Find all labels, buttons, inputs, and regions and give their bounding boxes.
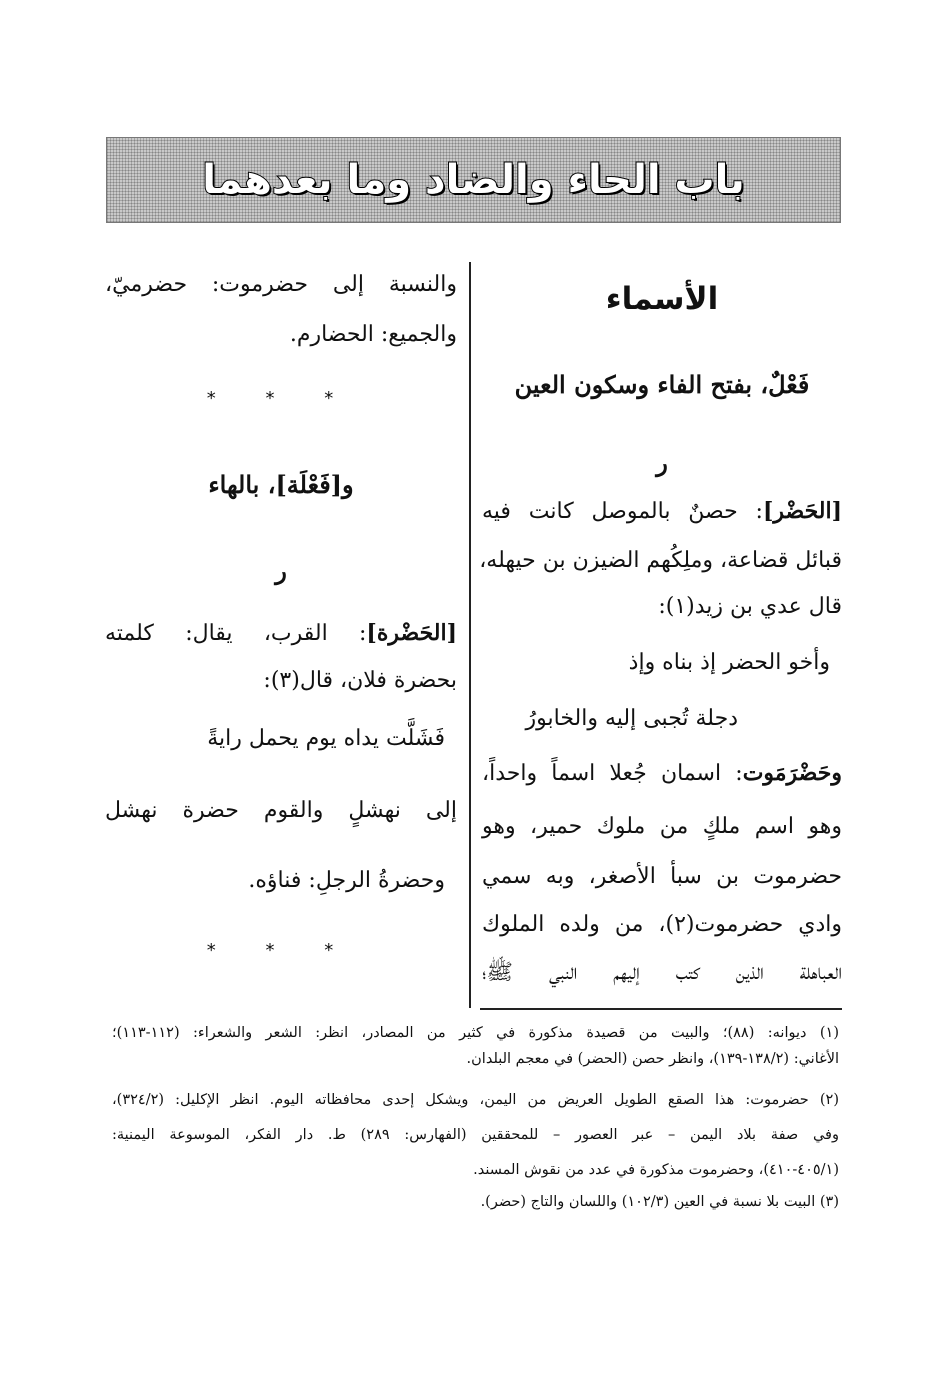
text-line: والنسبة إلى حضرموت: حضرميّ، bbox=[105, 272, 457, 297]
entry-hadr: [الحَضْر]: حصنٌ بالموصل كانت فيه bbox=[482, 498, 842, 524]
entry-headword: [الحَضْر] bbox=[762, 498, 842, 524]
entry-hadramawt: وحَضْرَمَوت: اسمان جُعلا اسماً واحداً، bbox=[482, 760, 842, 786]
chapter-title: باب الحاء والضاد وما بعدهما bbox=[202, 157, 745, 203]
verse-line: دجلة تُجبى إليه والخابورُ bbox=[525, 706, 738, 731]
letter-heading: ر bbox=[656, 448, 668, 477]
text-line: العباهلة الذين كتب إليهم النبي ﷺ؛ bbox=[482, 960, 842, 985]
section-heading: الأسماء bbox=[605, 281, 719, 317]
verse-line: وأخو الحضر إذ بناه وإذ bbox=[628, 650, 830, 675]
footnote-2-cont: وفي صفة بلاد اليمن – عبر العصور – للمحققين (الفهارس: ٢٨٩) ط. دار الفكر، الموسوعة اليمنية: bbox=[112, 1127, 839, 1143]
footnote-2: (٢) حضرموت: هذا الصقع الطويل العريض من اليمن، ويشكل إحدى محافظاته اليوم. انظر الإكليل: (٣٢٤/٢)، bbox=[112, 1092, 839, 1108]
chapter-banner bbox=[106, 137, 841, 223]
footnote-3: (٣) البيت بلا نسبة في العين (١٠٢/٣) واللسان والتاج (حضر). bbox=[480, 1194, 839, 1210]
separator-stars: * * * bbox=[206, 940, 356, 961]
verse-line: إلى نهشلٍ والقوم حضرة نهشل bbox=[105, 798, 457, 823]
column-divider bbox=[469, 262, 471, 1008]
verse-line: فَشَلَّت يداه يوم يحمل رايةً bbox=[207, 726, 445, 751]
text-line: قال عدي بن زيد(١): bbox=[658, 594, 842, 619]
pattern-heading: و[فَعْلَة]، بالهاء bbox=[208, 470, 354, 499]
footnote-2-cont: (٤٠٥/١-٤١٠)، وحضرموت مذكورة في عدد من نقوش المسند. bbox=[473, 1162, 839, 1178]
footnote-1-cont: الأغاني: (١٣٨/٢-١٣٩)، وانظر حصن (الحضر) في معجم البلدان. bbox=[466, 1051, 839, 1067]
text-line: بحضرة فلان، قال(٣): bbox=[263, 668, 457, 693]
text-line: قبائل قضاعة، وملِكُهم الضيزن بن حيهله، bbox=[479, 548, 842, 573]
entry-headword: [الحَضْرة] bbox=[366, 620, 457, 646]
text-line: حضرموت بن سبأ الأصغر، وبه سمي bbox=[482, 864, 842, 889]
text-line: وادي حضرموت(٢)، من ولده الملوك bbox=[482, 912, 842, 937]
text-line: وحضرةُ الرجلِ: فناؤه. bbox=[248, 868, 445, 893]
letter-heading: ر bbox=[275, 556, 287, 585]
footnote-divider bbox=[480, 1008, 842, 1010]
pattern-heading: فَعْلٌ، بفتح الفاء وسكون العين bbox=[514, 370, 810, 399]
entry-headword: وحَضْرَمَوت bbox=[742, 760, 842, 786]
footnote-1: (١) ديوانه: (٨٨)؛ والبيت من قصيدة مذكورة في كثير من المصادر، انظر: الشعر والشعراء: (١١٢-١١٣)؛ bbox=[112, 1025, 839, 1041]
text-line: والجميع: الحضارم. bbox=[289, 322, 457, 347]
separator-stars: * * * bbox=[206, 388, 356, 409]
text-line: وهو اسم ملكٍ من ملوك حمير، وهو bbox=[482, 814, 842, 839]
entry-hadra: [الحَضْرة]: القرب، يقال: كلمته bbox=[105, 620, 457, 646]
